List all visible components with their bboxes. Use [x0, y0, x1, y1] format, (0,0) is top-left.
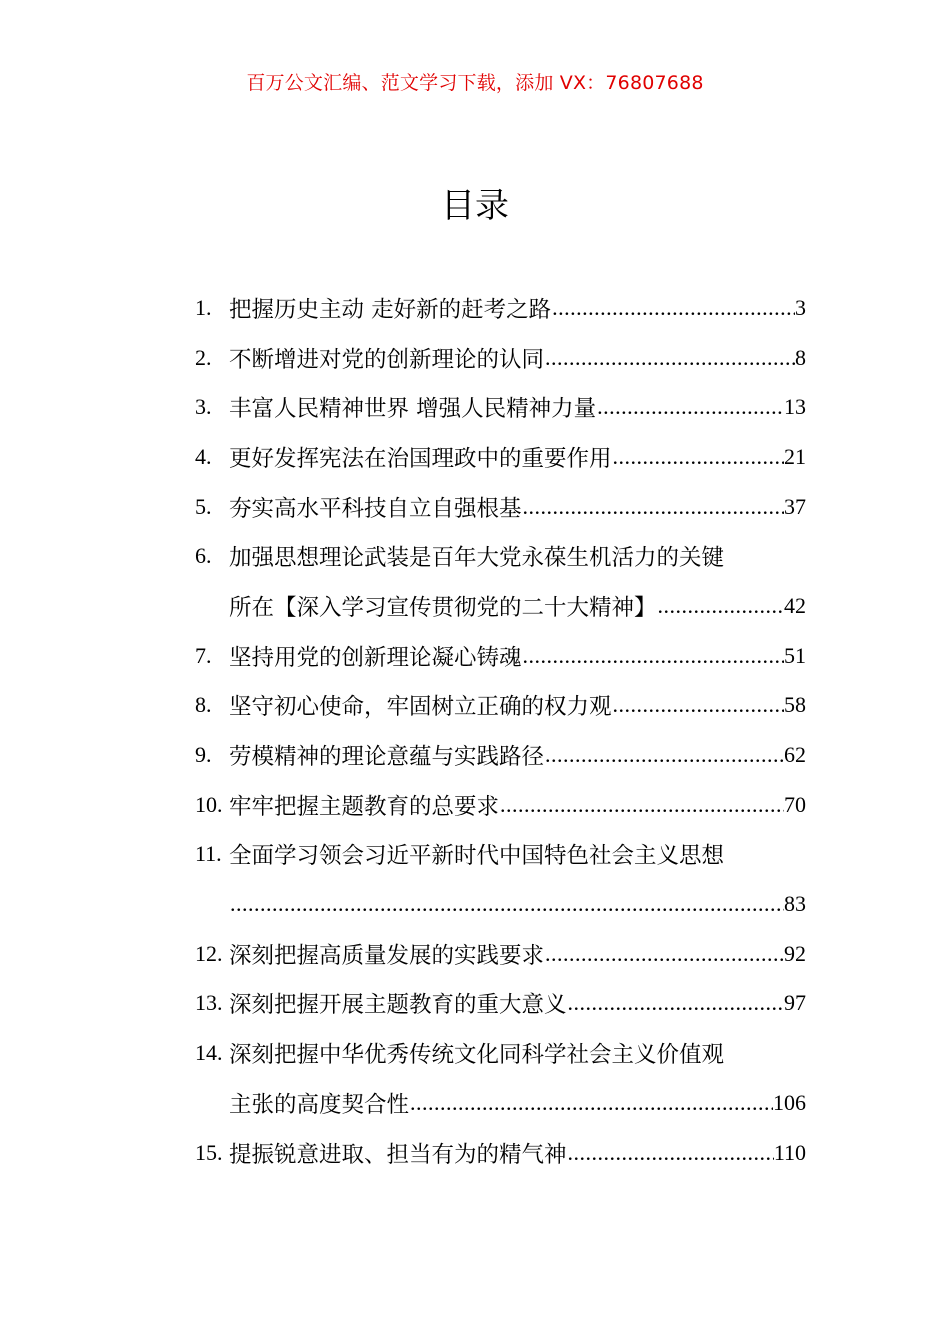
- toc-entry-page-number: 51: [784, 642, 806, 668]
- toc-entry-number: 1.: [195, 294, 212, 320]
- toc-entry-number: 8.: [195, 692, 212, 718]
- toc-entry[interactable]: [195, 1128, 806, 1178]
- toc-entry-title: 深刻把握中华优秀传统文化同科学社会主义价值观: [229, 1042, 725, 1069]
- toc-entry-page-number: 21: [784, 443, 806, 469]
- toc-entry-number: 5.: [195, 493, 212, 519]
- toc-entry-line: [195, 879, 806, 929]
- toc-entry-title: 牢牢把握主题教育的总要求: [229, 793, 500, 820]
- toc-entry-title: 提振锐意进取、担当有为的精气神: [229, 1141, 567, 1168]
- toc-entry-line: [195, 432, 806, 482]
- toc-entry-title: 加强思想理论武装是百年大党永葆生机活力的关键: [229, 545, 725, 572]
- toc-entry-line: [195, 631, 806, 681]
- toc-leader-dots: [596, 394, 784, 420]
- toc-entry[interactable]: [195, 531, 806, 630]
- toc-entry[interactable]: [195, 681, 806, 731]
- toc-entry-page-number: 13: [784, 394, 806, 420]
- toc-entry-title: 主张的高度契合性: [229, 1091, 410, 1118]
- toc-entry-page-number: 58: [784, 692, 806, 718]
- toc-entry-title: 更好发挥宪法在治国理政中的重要作用: [229, 445, 612, 472]
- table-of-contents: [195, 283, 806, 1177]
- toc-entry-number: 10.: [195, 791, 223, 817]
- toc-entry[interactable]: [195, 382, 806, 432]
- toc-entry-number: 4.: [195, 443, 212, 469]
- toc-leader-dots: [612, 444, 784, 470]
- toc-entry-number: 15.: [195, 1139, 223, 1165]
- toc-entry[interactable]: [195, 432, 806, 482]
- toc-entry[interactable]: [195, 730, 806, 780]
- toc-entry-page-number: 70: [784, 791, 806, 817]
- toc-leader-dots: [499, 792, 784, 818]
- toc-leader-dots: [544, 345, 795, 371]
- toc-entry-line: [195, 1078, 806, 1128]
- toc-leader-dots: [544, 941, 784, 967]
- toc-leader-dots: [409, 1090, 773, 1116]
- toc-leader-dots: [551, 295, 795, 321]
- toc-entry-number: 2.: [195, 344, 212, 370]
- toc-entry-page-number: 97: [784, 990, 806, 1016]
- toc-entry[interactable]: [195, 283, 806, 333]
- toc-entry-line: [195, 333, 806, 383]
- toc-entry-page-number: 42: [784, 592, 806, 618]
- toc-entry-title: 丰富人民精神世界 增强人民精神力量: [229, 396, 597, 423]
- toc-leader-dots: [612, 692, 784, 718]
- toc-entry[interactable]: [195, 631, 806, 681]
- toc-entry-line: [195, 581, 806, 631]
- toc-entry-title: 所在【深入学习宣传贯彻党的二十大精神】: [229, 594, 657, 621]
- toc-leader-dots: [522, 494, 784, 520]
- header-watermark: 百万公文汇编、范文学习下载，添加 VX：76807688: [246, 72, 704, 94]
- toc-leader-dots: [522, 643, 784, 669]
- toc-entry[interactable]: [195, 929, 806, 979]
- toc-entry-title: 劳模精神的理论意蕴与实践路径: [229, 744, 545, 771]
- toc-entry-line: [195, 979, 806, 1029]
- toc-entry-title: 坚守初心使命，牢固树立正确的权力观: [229, 694, 612, 721]
- toc-entry-title: 不断增进对党的创新理论的认同: [229, 346, 545, 373]
- toc-leader-dots: [229, 891, 784, 917]
- toc-entry-line: [195, 730, 806, 780]
- toc-entry[interactable]: [195, 780, 806, 830]
- toc-entry-line: [195, 681, 806, 731]
- toc-entry-page-number: 83: [784, 891, 806, 917]
- toc-entry-page-number: 92: [784, 940, 806, 966]
- toc-entry-line: [195, 780, 806, 830]
- toc-entry[interactable]: [195, 830, 806, 929]
- toc-entry-number: 9.: [195, 742, 212, 768]
- toc-entry-line: [195, 1128, 806, 1178]
- toc-entry-line: [195, 382, 806, 432]
- toc-entry-number: 12.: [195, 940, 223, 966]
- toc-entry-title: 把握历史主动 走好新的赶考之路: [229, 296, 552, 323]
- toc-entry[interactable]: [195, 979, 806, 1029]
- toc-entry-number: 6.: [195, 543, 212, 569]
- toc-leader-dots: [544, 742, 784, 768]
- toc-entry-page-number: 106: [773, 1089, 806, 1115]
- toc-entry-title: 坚持用党的创新理论凝心铸魂: [229, 644, 522, 671]
- toc-entry-title: 深刻把握高质量发展的实践要求: [229, 942, 545, 969]
- toc-entry-title: 全面学习领会习近平新时代中国特色社会主义思想: [229, 843, 725, 870]
- toc-entry[interactable]: [195, 1028, 806, 1127]
- toc-entry-page-number: 62: [784, 742, 806, 768]
- toc-leader-dots: [657, 593, 784, 619]
- toc-entry-page-number: 37: [784, 493, 806, 519]
- toc-entry-line: [195, 929, 806, 979]
- toc-entry-number: 11.: [195, 841, 222, 867]
- toc-entry-line: [195, 482, 806, 532]
- toc-entry-number: 14.: [195, 1040, 223, 1066]
- toc-entry-line: [195, 531, 806, 581]
- toc-entry-line: [195, 830, 806, 880]
- page-title: 目录: [441, 186, 509, 226]
- toc-entry-page-number: 110: [773, 1139, 806, 1165]
- toc-entry[interactable]: [195, 333, 806, 383]
- toc-leader-dots: [567, 990, 784, 1016]
- toc-entry-page-number: 8: [795, 344, 806, 370]
- toc-entry-title: 深刻把握开展主题教育的重大意义: [229, 992, 567, 1019]
- toc-entry-line: [195, 283, 806, 333]
- toc-entry-page-number: 3: [795, 294, 806, 320]
- toc-leader-dots: [567, 1140, 774, 1166]
- toc-entry-number: 13.: [195, 990, 223, 1016]
- toc-entry-number: 7.: [195, 642, 212, 668]
- toc-entry-title: 夯实高水平科技自立自强根基: [229, 495, 522, 522]
- toc-entry-number: 3.: [195, 394, 212, 420]
- toc-entry[interactable]: [195, 482, 806, 532]
- toc-entry-line: [195, 1028, 806, 1078]
